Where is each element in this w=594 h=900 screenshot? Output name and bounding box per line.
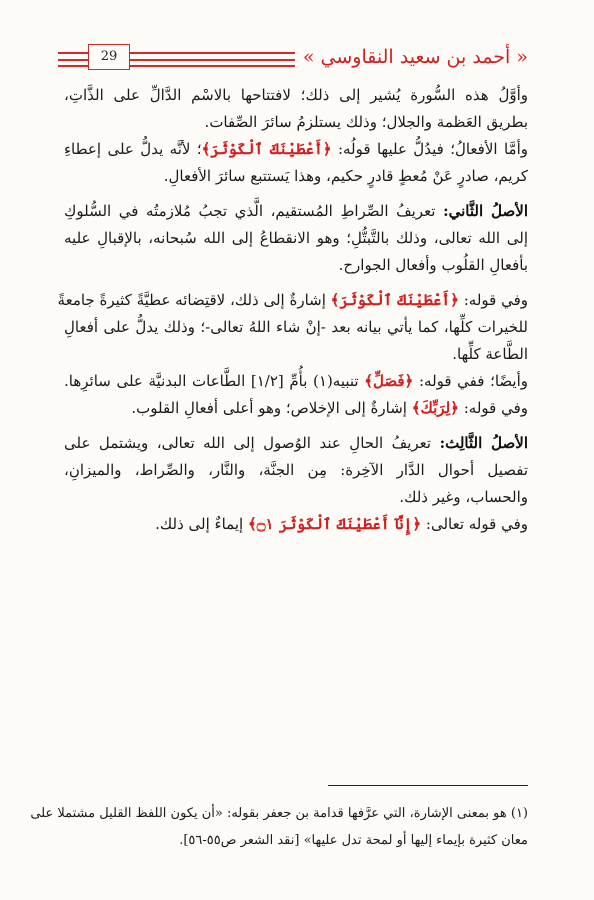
- paragraph-gap: [64, 422, 528, 430]
- footnotes: [30, 800, 528, 854]
- main-text: [57, 82, 528, 538]
- text-span: إشارةٌ إلى ذلك، لاقتِضائه عطيَّةً كثيرةً جامعةً: [57, 291, 331, 309]
- text-span: وأمَّا الأفعالُ؛ فيدُلُّ عليها قولُه:: [331, 140, 528, 158]
- text-span: بأفعالِ القلُوب وأفعال الجوارح.: [338, 256, 528, 274]
- text-span: وأوَّلُ هذه السُّورة يُشير إلى ذلك؛ لافتتاحها بالاسْم الدَّالِّ على الذَّاتِ،: [64, 86, 528, 104]
- text-span: تعريفُ الصِّراطِ المُستقيم، الَّذي تجبُ مُلازمتُه في السُّلوكِ: [64, 202, 444, 220]
- text-span: وفي قوله:: [458, 399, 528, 417]
- section-heading: الأصلُ الثَّاني:: [443, 202, 528, 220]
- text-span: بطريق العَظمة والجلال؛ وذلك يستلزمُ سائرَ الصِّفات.: [204, 113, 528, 131]
- text-line: [64, 368, 528, 395]
- quran-quote: ﴿أَعْطَيْنَكَ ٱلْكَوْثَرَ﴾: [330, 291, 459, 309]
- text-line: [64, 163, 528, 190]
- page-header: [58, 40, 528, 76]
- text-span: ؛ لأنَّه يدلُّ على إعطاءِ: [64, 140, 202, 158]
- text-line: [57, 287, 528, 314]
- text-line: [64, 82, 528, 109]
- text-span: كريم، صادرٍ عَنْ مُعطٍ قادرٍ حكيم، وهذا يَستتبع سائرَ الأفعالِ.: [163, 167, 528, 185]
- quran-quote: ﴿أَعْطَيْنَكَ ٱلْكَوْثَرَ﴾: [201, 140, 332, 158]
- page-number: 29: [88, 44, 130, 70]
- text-line: [64, 225, 528, 252]
- text-span: وفي قوله:: [458, 291, 528, 309]
- text-line: [64, 136, 528, 163]
- text-line: [64, 430, 528, 457]
- paragraph-gap: [64, 190, 528, 198]
- text-span: تفصيل أحوال الدَّار الآخِرة: مِن الجنَّة، والنَّار، والصِّراط، والميزانِ،: [64, 461, 528, 479]
- text-span: تنبيه(١) بأُمِّ [١/٢] الطَّاعات البدنيَّة على سائرِها.: [64, 372, 365, 390]
- text-line: [64, 457, 528, 484]
- quran-quote: ﴿إِنَّآ أَعْطَيْنَكَ ٱلْكَوْثَرَ ۝١﴾: [247, 515, 422, 533]
- text-line: [64, 109, 528, 136]
- text-line: [64, 314, 528, 341]
- text-line: [64, 395, 528, 422]
- text-line: [64, 341, 528, 368]
- footnote-separator: [328, 785, 528, 786]
- section-heading: الأصلُ الثَّالِث:: [439, 434, 528, 452]
- text-line: [64, 198, 528, 225]
- text-span: وفي قوله تعالى:: [421, 515, 528, 533]
- paragraph-gap: [64, 279, 528, 287]
- text-span: وأيضًا؛ ففي قوله:: [413, 372, 528, 390]
- quran-quote: ﴿لِرَبِّكَ﴾: [411, 399, 459, 417]
- text-span: تعريفُ الحالِ عند الوُصول إلى الله تعالى، ويشتمل على: [64, 434, 440, 452]
- quran-quote: ﴿فَصَلِّ﴾: [364, 372, 414, 390]
- text-span: إشارةٌ إلى الإخلاص؛ وهو أعلى أفعالِ القلوب.: [131, 399, 412, 417]
- text-line: [64, 252, 528, 279]
- text-span: الطَّاعة كلِّها.: [452, 345, 528, 363]
- text-span: للخيرات كلِّها، كما يأتي بيانه بعد -إنْ شاء اللهُ تعالى-؛ وذلك يدلُّ على أفعالِ: [64, 318, 528, 336]
- text-span: والحساب، وغير ذلك.: [399, 488, 528, 506]
- footnote-line: (١) هو بمعنى الإشارة، التي عرَّفها قدامة بن جعفر بقوله: «أن يكون اللفظ القليل مشتملا على: [30, 806, 528, 821]
- running-title: « أحمد بن سعيد النقاوسي »: [295, 42, 528, 72]
- footnote-line: معان كثيرة بإيماء إليها أو لمحة تدل عليها» [نقد الشعر ص٥٥-٥٦].: [179, 833, 528, 848]
- text-line: [64, 511, 528, 538]
- text-line: [64, 484, 528, 511]
- text-span: إلى الله تعالى، وذلك بالتَّبتُّلِ؛ وهو الانقطاعُ إلى الله سُبحانه، بالإقبالِ عليه: [64, 229, 528, 247]
- text-span: إيماءٌ إلى ذلك.: [155, 515, 248, 533]
